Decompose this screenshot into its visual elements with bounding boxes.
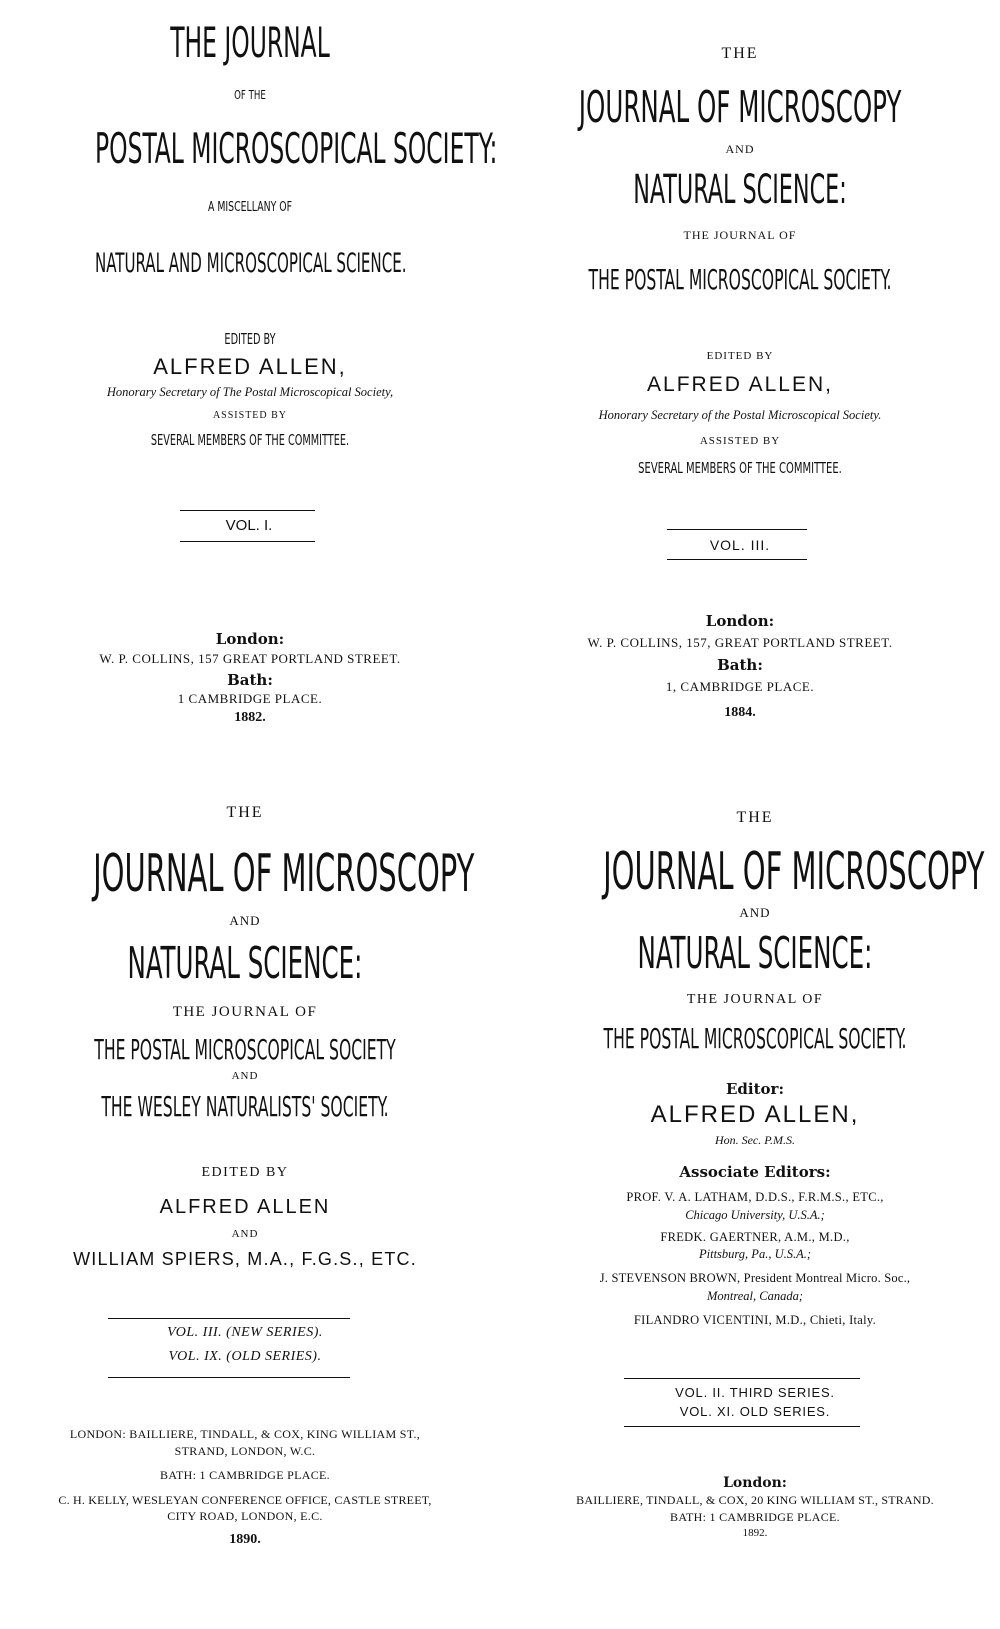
london-address: W. P. COLLINS, 157 GREAT PORTLAND STREET. — [99, 651, 401, 666]
associate-1-name: PROF. V. A. LATHAM, D.D.S., F.R.M.S., ETC., — [626, 1190, 884, 1204]
kelly-line-2: CITY ROAD, LONDON, E.C. — [167, 1509, 323, 1523]
divider-bottom — [667, 559, 807, 560]
editor-role: Hon. Sec. P.M.S. — [714, 1133, 796, 1147]
society-title: THE POSTAL MICROSCOPICAL SOCIETY — [94, 1033, 396, 1066]
associate-2-place: Pittsburg, Pa., U.S.A.; — [698, 1247, 812, 1261]
and-line: AND — [739, 905, 771, 920]
science-line: NATURAL AND MICROSCOPICAL SCIENCE. — [95, 248, 407, 279]
the-line: THE — [736, 809, 774, 826]
title-page-vol-1 — [0, 0, 500, 790]
journal-of-line: THE JOURNAL OF — [172, 1004, 318, 1020]
editor-role: Honorary Secretary of The Postal Microscopical Society, — [106, 385, 394, 399]
committee-line: SEVERAL MEMBERS OF THE COMMITTEE. — [638, 459, 842, 477]
journal-title: JOURNAL OF MICROSCOPY — [93, 844, 475, 904]
year: 1890. — [229, 1532, 261, 1547]
year: 1892. — [742, 1527, 768, 1539]
volume-label: VOL. III. — [709, 537, 771, 553]
divider-bottom — [108, 1377, 350, 1378]
bath-line: BATH: 1 CAMBRIDGE PLACE. — [670, 1510, 840, 1524]
editor-1: ALFRED ALLEN — [159, 1196, 331, 1218]
bath-label: Bath: — [717, 656, 763, 674]
subtitle: NATURAL SCIENCE: — [637, 928, 873, 979]
subtitle: NATURAL SCIENCE: — [127, 938, 363, 989]
volume-old-series: VOL. IX. (OLD SERIES). — [168, 1349, 322, 1364]
title-page-third-series-vol-2 — [510, 800, 1000, 1629]
bath-address: 1 CAMBRIDGE PLACE. — [177, 691, 323, 706]
miscellany-line: A MISCELLANY OF — [207, 200, 293, 215]
edited-by: EDITED BY — [224, 330, 276, 348]
edited-by: EDITED BY — [706, 350, 774, 362]
divider-top — [624, 1378, 860, 1379]
title-page-new-series-vol-3 — [0, 800, 490, 1629]
divider-top — [667, 529, 807, 530]
associate-3-name: J. STEVENSON BROWN, President Montreal Micro. Soc., — [599, 1271, 911, 1285]
associate-4: FILANDRO VICENTINI, M.D., Chieti, Italy. — [633, 1313, 877, 1327]
london-line-2: STRAND, LONDON, W.C. — [174, 1444, 316, 1458]
society-title-2: THE WESLEY NATURALISTS' SOCIETY. — [101, 1090, 389, 1123]
journal-of-line: THE JOURNAL OF — [683, 228, 797, 242]
editor-name: ALFRED ALLEN, — [647, 373, 833, 396]
volume-new-series: VOL. III. (NEW SERIES). — [167, 1325, 323, 1340]
and-line: AND — [725, 142, 755, 156]
volume-third-series: VOL. II. THIRD SERIES. — [675, 1385, 835, 1400]
editor-name: ALFRED ALLEN, — [650, 1101, 860, 1128]
associate-2-name: FREDK. GAERTNER, A.M., M.D., — [660, 1230, 850, 1244]
associate-3-place: Montreal, Canada; — [706, 1289, 804, 1303]
society-title: THE POSTAL MICROSCOPICAL SOCIETY. — [603, 1022, 907, 1055]
title-page-vol-3 — [500, 0, 1000, 790]
journal-title: THE JOURNAL — [170, 18, 330, 67]
the-line: THE — [226, 804, 264, 821]
editor-label: Editor: — [726, 1080, 784, 1098]
bath-address: 1, CAMBRIDGE PLACE. — [665, 679, 815, 694]
journal-title: JOURNAL OF MICROSCOPY — [578, 82, 902, 133]
london-line-1: LONDON: BAILLIERE, TINDALL, & COX, KING WILLIAM ST., — [69, 1427, 421, 1441]
and-line-2: AND — [231, 1070, 259, 1082]
society-title: POSTAL MICROSCOPICAL SOCIETY: — [95, 124, 498, 173]
london-label: London: — [215, 630, 285, 648]
and-line: AND — [229, 913, 261, 928]
london-address: W. P. COLLINS, 157, GREAT PORTLAND STREET. — [587, 635, 893, 650]
associate-1-place: Chicago University, U.S.A.; — [685, 1208, 825, 1222]
assisted-by: ASSISTED BY — [212, 410, 288, 421]
bath-line: BATH: 1 CAMBRIDGE PLACE. — [160, 1468, 330, 1482]
year: 1884. — [724, 705, 756, 720]
london-label: London: — [723, 1475, 787, 1491]
assisted-by: ASSISTED BY — [699, 435, 781, 447]
committee-line: SEVERAL MEMBERS OF THE COMMITTEE. — [150, 431, 350, 449]
journal-title: JOURNAL OF MICROSCOPY — [603, 842, 985, 902]
london-address: BAILLIERE, TINDALL, & COX, 20 KING WILLIAM ST., STRAND. — [576, 1493, 934, 1507]
london-label: London: — [705, 612, 775, 630]
editor-name: ALFRED ALLEN, — [153, 354, 347, 379]
bath-label: Bath: — [227, 671, 273, 689]
year: 1882. — [234, 710, 266, 725]
kelly-line-1: C. H. KELLY, WESLEYAN CONFERENCE OFFICE, CASTLE STREET, — [58, 1493, 432, 1507]
subtitle: NATURAL SCIENCE: — [633, 167, 847, 213]
the-line: THE — [721, 45, 759, 62]
and-line-3: AND — [231, 1228, 259, 1240]
divider-top — [180, 510, 315, 511]
divider-top — [108, 1318, 350, 1319]
associate-editors-label: Associate Editors: — [679, 1163, 831, 1181]
of-the-line: OF THE — [234, 88, 266, 102]
society-title: THE POSTAL MICROSCOPICAL SOCIETY. — [588, 263, 892, 296]
journal-of-line: THE JOURNAL OF — [686, 992, 824, 1007]
volume-old-series: VOL. XI. OLD SERIES. — [679, 1404, 831, 1419]
editor-2: WILLIAM SPIERS, M.A., F.G.S., ETC. — [73, 1249, 417, 1269]
edited-by: EDITED BY — [201, 1165, 289, 1180]
volume-label: VOL. I. — [225, 517, 273, 534]
editor-role: Honorary Secretary of the Postal Microscopical Society. — [598, 408, 882, 422]
divider-bottom — [624, 1426, 860, 1427]
divider-bottom — [180, 541, 315, 542]
